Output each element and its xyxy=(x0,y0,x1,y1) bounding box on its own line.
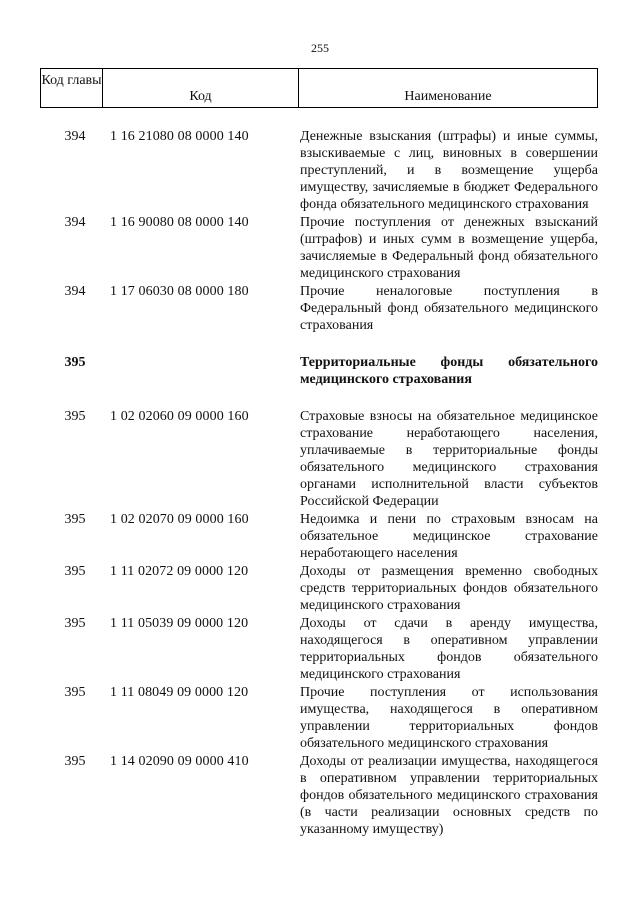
chapter-cell: 395 xyxy=(64,754,86,769)
name-cell: Доходы от сдачи в аренду имущества, находящегося в оперативном управлении территориальных фондов обязательного медицинского страхования xyxy=(300,616,598,682)
table-header xyxy=(40,68,598,108)
name-cell: Недоимка и пени по страховым взносам на обязательное медицинское страхование неработающего населения xyxy=(300,512,598,561)
name-cell: Прочие неналоговые поступления в Федеральный фонд обязательного медицинского страхования xyxy=(300,284,598,333)
code-cell: 1 02 02060 09 0000 160 xyxy=(110,409,249,424)
name-cell: Доходы от размещения временно свободных средств территориальных фондов обязательного медицинского страхования xyxy=(300,564,598,613)
code-cell xyxy=(102,354,298,388)
table-row xyxy=(40,563,598,614)
section-heading-row xyxy=(40,354,598,388)
chapter-cell: 394 xyxy=(64,129,86,144)
chapter-cell: 394 xyxy=(64,215,86,230)
code-cell: 1 11 02072 09 0000 120 xyxy=(110,564,249,579)
chapter-cell: 395 xyxy=(64,512,86,527)
table-row xyxy=(40,684,598,752)
code-cell: 1 11 05039 09 0000 120 xyxy=(110,616,249,631)
name-cell: Доходы от реализации имущества, находящегося в оперативном управлении территориальных фондов обязательного медицинского страхования (в части реализации основных средств по указанному имуществу) xyxy=(300,754,598,837)
header-chapter-code: Код главы xyxy=(41,69,103,107)
code-cell: 1 16 21080 08 0000 140 xyxy=(110,129,249,144)
table-row xyxy=(40,615,598,683)
name-cell: Прочие поступления от денежных взысканий (штрафов) и иных сумм в возмещение ущерба, зачисляемые в Федеральный фонд обязательного медицинского страхования xyxy=(300,215,598,281)
section-heading: Территориальные фонды обязательного медицинского страхования xyxy=(300,355,598,387)
name-cell: Денежные взыскания (штрафы) и иные суммы, взыскиваемые с лиц, виновных в совершении преступлений, и в возмещение ущерба имуществу, зачисляемые в бюджет Федерального фонда обязательного медицинского страхования xyxy=(300,129,598,212)
chapter-cell: 395 xyxy=(64,409,86,424)
header-name: Наименование xyxy=(404,89,492,104)
chapter-cell: 394 xyxy=(64,284,86,299)
code-cell: 1 14 02090 09 0000 410 xyxy=(110,754,249,769)
table-body xyxy=(40,128,598,838)
code-cell: 1 11 08049 09 0000 120 xyxy=(110,685,249,700)
table-row xyxy=(40,408,598,510)
header-code: Код xyxy=(103,69,299,107)
name-cell: Прочие поступления от использования имущества, находящегося в оперативном управлении территориальных фондов обязательного медицинского страхования xyxy=(300,685,598,751)
chapter-cell: 395 xyxy=(64,616,86,631)
code-cell: 1 02 02070 09 0000 160 xyxy=(110,512,249,527)
chapter-cell: 395 xyxy=(64,564,86,579)
page-number: 255 xyxy=(311,41,329,55)
chapter-cell: 395 xyxy=(64,355,86,370)
table-row xyxy=(40,753,598,838)
table-row xyxy=(40,128,598,213)
code-cell: 1 16 90080 08 0000 140 xyxy=(110,215,249,230)
name-cell: Страховые взносы на обязательное медицинское страхование неработающего населения, уплачиваемые в территориальные фонды обязательного медицинского страхования органами исполнительной власти субъектов Российской Федерации xyxy=(300,409,598,509)
table-row xyxy=(40,214,598,282)
table-row xyxy=(40,511,598,562)
code-cell: 1 17 06030 08 0000 180 xyxy=(110,284,249,299)
chapter-cell: 395 xyxy=(64,685,86,700)
table-row xyxy=(40,283,598,334)
